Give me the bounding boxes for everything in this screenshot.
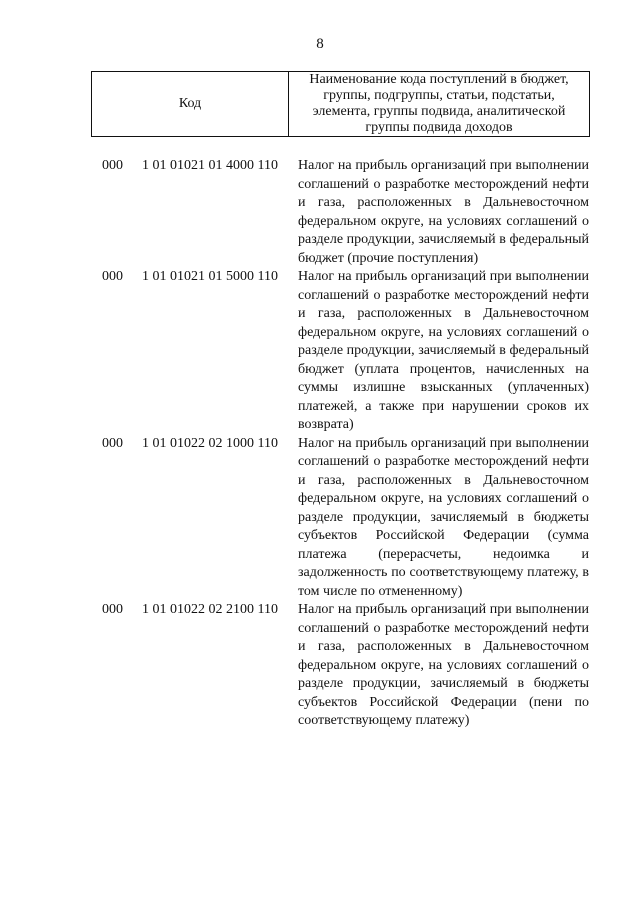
row-budget-code: 1 01 01022 02 2100 110 bbox=[142, 602, 278, 617]
table-header bbox=[91, 71, 590, 137]
row-description: Налог на прибыль организаций при выполнении соглашений о разработке месторождений нефти и газа, расположенных в Дальневосточном федеральном округе, на условиях соглашений о разделе продукции, зачисляемый в бюджеты субъектов Российской Федерации (сумма платежа (перерасчеты, недоимка и задолженность по соответствующему платежу, в том числе по отмененному) bbox=[298, 435, 589, 599]
table-row bbox=[0, 435, 640, 602]
row-budget-code: 1 01 01021 01 5000 110 bbox=[142, 269, 278, 284]
row-admin-code: 000 bbox=[102, 158, 123, 173]
row-budget-code: 1 01 01021 01 4000 110 bbox=[142, 158, 278, 173]
table-row bbox=[0, 268, 640, 435]
row-admin-code: 000 bbox=[102, 602, 123, 617]
table-body bbox=[0, 157, 640, 731]
row-description: Налог на прибыль организаций при выполнении соглашений о разработке месторождений нефти и газа, расположенных в Дальневосточном федеральном округе, на условиях соглашений о разделе продукции, зачисляемый в федеральный бюджет (прочие поступления) bbox=[298, 158, 589, 266]
row-admin-code: 000 bbox=[102, 435, 123, 451]
table-row bbox=[0, 601, 640, 731]
row-description: Налог на прибыль организаций при выполнении соглашений о разработке месторождений нефти и газа, расположенных в Дальневосточном федеральном округе, на условиях соглашений о разделе продукции, зачисляемый в бюджеты субъектов Российской Федерации (пени по соответствующему платежу) bbox=[298, 602, 589, 728]
row-admin-code: 000 bbox=[102, 269, 123, 284]
page-number: 8 bbox=[316, 36, 324, 52]
row-budget-code: 1 01 01022 02 1000 110 bbox=[142, 435, 278, 451]
header-code-cell: Код bbox=[92, 72, 289, 136]
header-name-cell: Наименование кода поступлений в бюджет, группы, подгруппы, статьи, подстатьи, элемента, группы подвида, аналитической группы подвида доходов bbox=[309, 72, 569, 135]
table-row bbox=[0, 157, 640, 268]
row-description: Налог на прибыль организаций при выполнении соглашений о разработке месторождений нефти и газа, расположенных в Дальневосточном федеральном округе, на условиях соглашений о разделе продукции, зачисляемый в федеральный бюджет (уплата процентов, начисленных на суммы излишне взысканных (уплаченных) платежей, а также при нарушении сроков их возврата) bbox=[298, 269, 589, 432]
